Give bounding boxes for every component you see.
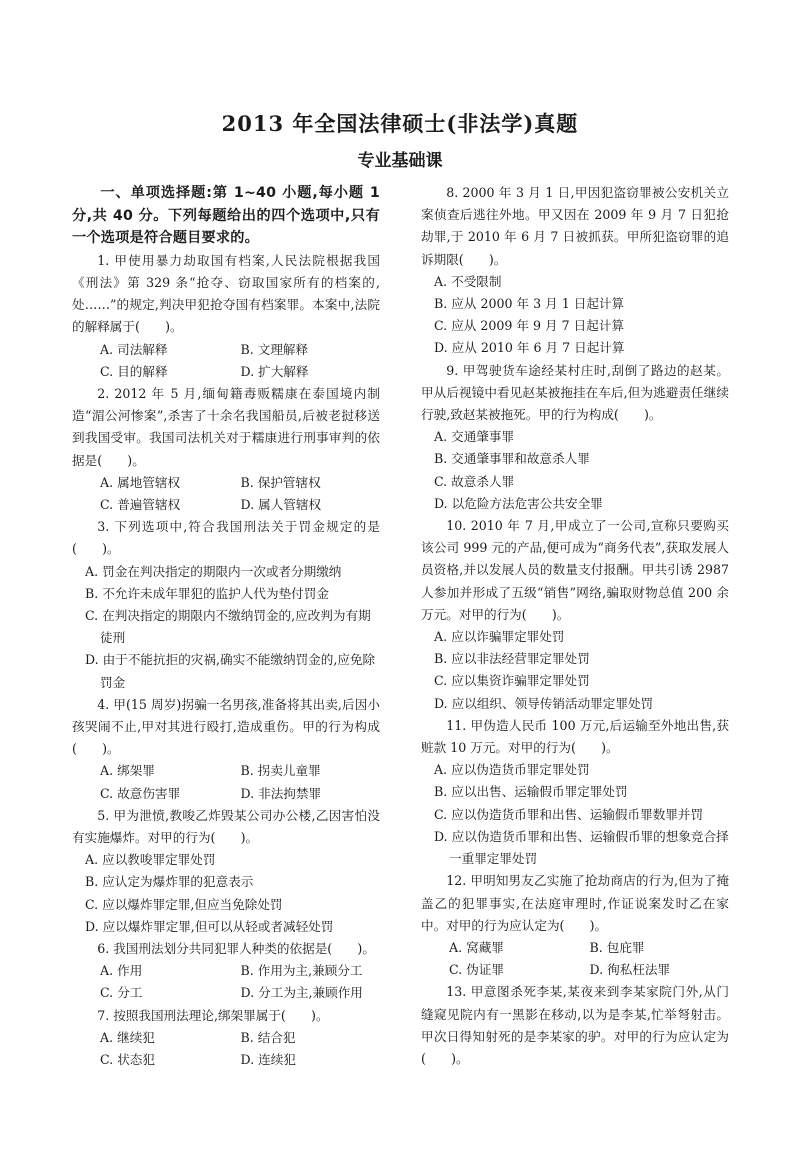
options-row: [72, 1027, 380, 1049]
option-b: B. 包庇罪: [589, 939, 645, 955]
right-column: [421, 182, 729, 1070]
question-11: 11. 甲伪造人民币 100 万元,后运输至外地出售,获赃款 10 万元。对甲的行为( )。: [421, 717, 729, 756]
option-d: D. 扩大解释: [240, 363, 309, 379]
section-heading: 一、单项选择题:第 1~40 小题,每小题 1 分,共 40 分。下列每题给出的四个选项中,只有一个选项是符合题目要求的。: [72, 185, 380, 247]
option-b: B. 应以出售、运输假币罪定罪处罚: [434, 784, 628, 800]
question-7: 7. 按照我国刑法理论,绑架罪属于( )。: [97, 1007, 329, 1023]
option-b: B. 应从 2000 年 3 月 1 日起计算: [434, 296, 625, 312]
options-row: [72, 1049, 380, 1071]
option-b: B. 应认定为爆炸罪的犯意表示: [85, 874, 254, 890]
option-d: D. 由于不能抗拒的灾祸,确实不能缴纳罚金的,应免除罚金: [85, 652, 376, 690]
option-c: C. 应以集资诈骗罪定罪处罚: [434, 673, 590, 689]
options-row: [72, 494, 380, 516]
option-a: A. 交通肇事罪: [434, 429, 515, 445]
options-row: [72, 783, 380, 805]
option-b: B. 结合犯: [240, 1029, 296, 1045]
question-8: 8. 2000 年 3 月 1 日,甲因犯盗窃罪被公安机关立案侦查后逃往外地。甲又因在 2009 年 9 月 7 日犯抢劫罪,于 2010 年 6 月 7 日被抓获。甲所犯盗窃罪的追诉期限( )。: [421, 185, 729, 267]
option-a: A. 应以诈骗罪定罪处罚: [434, 629, 565, 645]
option-b: B. 作用为主,兼顾分工: [240, 963, 363, 979]
option-d: D. 应以组织、领导传销活动罪定罪处罚: [434, 695, 654, 711]
option-d: D. 非法拘禁罪: [240, 785, 322, 801]
question-1: 1. 甲使用暴力劫取国有档案,人民法院根据我国《刑法》第 329 条“抢夺、窃取国家所有的档案的,处……”的规定,判决甲犯抢夺国有档案罪。本案中,法院的解释属于( )。: [72, 252, 380, 335]
option-a: A. 罚金在判决指定的期限内一次或者分期缴纳: [85, 563, 342, 579]
options-row: [72, 960, 380, 982]
option-a: A. 窝藏罪: [449, 939, 504, 955]
option-c: C. 故意伤害罪: [100, 785, 181, 801]
question-4: 4. 甲(15 周岁)拐骗一名男孩,准备将其出卖,后因小孩哭闹不止,甲对其进行殴打,造成重伤。甲的行为构成( )。: [72, 696, 380, 757]
options-row: [72, 472, 380, 494]
option-d: D. 应以伪造货币罪和出售、运输假币罪的想象竞合择一重罪定罪处罚: [434, 828, 729, 867]
option-d: D. 属人管辖权: [240, 497, 322, 513]
options-row: [421, 937, 729, 959]
option-c: C. 应以爆炸罪定罪,但应当免除处罚: [85, 896, 283, 912]
options-row: [72, 361, 380, 383]
option-a: A. 应以教唆罪定罪处罚: [85, 852, 216, 868]
option-c: C. 故意杀人罪: [434, 473, 515, 489]
options-row: [72, 760, 380, 782]
option-b: B. 保护管辖权: [240, 474, 321, 490]
page-title: 2013 年全国法律硕士(非法学)真题: [221, 111, 579, 136]
options-row: [421, 959, 729, 981]
option-c: C. 目的解释: [100, 363, 168, 379]
option-c: C. 应从 2009 年 9 月 7 日起计算: [434, 318, 625, 334]
option-c: C. 普遍管辖权: [100, 497, 181, 513]
options-row: [72, 339, 380, 361]
left-column: [72, 182, 380, 1071]
option-c: C. 伪证罪: [449, 962, 504, 978]
option-c: C. 状态犯: [100, 1052, 155, 1068]
option-c: C. 分工: [100, 985, 143, 1001]
option-a: A. 绑架罪: [100, 763, 155, 779]
option-a: A. 作用: [100, 963, 143, 979]
question-12: 12. 甲明知男友乙实施了抢劫商店的行为,但为了掩盖乙的犯罪事实,在法庭审理时,作证说案发时乙在家中。对甲的行为应认定为( )。: [421, 873, 729, 933]
question-10: 10. 2010 年 7 月,甲成立了一公司,宣称只要购买该公司 999 元的产品,便可成为“商务代表”,获取发展人员资格,并以发展人员的数量支付报酬。甲共引诱 2987 人参加并形成了五级“销售”网络,骗取财物总值 200 余万元。对甲的行为( )。: [421, 518, 729, 622]
question-6: 6. 我国刑法划分共同犯罪人种类的依据是( )。: [97, 941, 375, 957]
option-d: D. 应从 2010 年 6 月 7 日起计算: [434, 340, 625, 356]
option-c: C. 在判决指定的期限内不缴纳罚金的,应改判为有期徒刑: [85, 608, 371, 646]
option-a: A. 司法解释: [100, 341, 168, 357]
question-13: 13. 甲意图杀死李某,某夜来到李某家院门外,从门缝窥见院内有一黑影在移动,以为是李某,忙举弩射击。甲次日得知射死的是李某家的驴。对甲的行为应认定为( )。: [421, 984, 729, 1066]
option-b: B. 应以非法经营罪定罪处罚: [434, 651, 590, 667]
option-a: A. 应以伪造货币罪定罪处罚: [434, 762, 590, 778]
option-d: D. 以危险方法危害公共安全罪: [434, 495, 603, 511]
question-9: 9. 甲驾驶货车途经某村庄时,刮倒了路边的赵某。甲从后视镜中看见赵某被拖挂在车后,但为逃避责任继续行驶,致赵某被拖死。甲的行为构成( )。: [421, 362, 729, 423]
option-a: A. 属地管辖权: [100, 474, 181, 490]
question-2: 2. 2012 年 5 月,缅甸籍毒贩糯康在泰国境内制造“湄公河惨案”,杀害了十余名我国船员,后被老挝移送到我国受审。我国司法机关对于糯康进行刑事审判的依据是( )。: [72, 386, 380, 468]
option-d: D. 连续犯: [240, 1052, 296, 1068]
option-b: B. 不允许未成年罪犯的监护人代为垫付罚金: [85, 585, 329, 601]
option-b: B. 拐卖儿童罪: [240, 763, 321, 779]
option-d: D. 徇私枉法罪: [589, 962, 671, 978]
options-row: [72, 982, 380, 1004]
page-subtitle: 专业基础课: [357, 151, 443, 171]
option-b: B. 文理解释: [240, 341, 309, 357]
question-3: 3. 下列选项中,符合我国刑法关于罚金规定的是( )。: [72, 519, 380, 557]
option-d: D. 分工为主,兼顾作用: [240, 985, 363, 1001]
option-b: B. 交通肇事罪和故意杀人罪: [434, 451, 590, 467]
option-a: A. 不受限制: [434, 273, 502, 289]
question-5: 5. 甲为泄愤,教唆乙炸毁某公司办公楼,乙因害怕没有实施爆炸。对甲的行为( )。: [72, 807, 380, 846]
option-d: D. 应以爆炸罪定罪,但可以从轻或者减轻处罚: [85, 918, 334, 934]
option-a: A. 继续犯: [100, 1029, 155, 1045]
option-c: C. 应以伪造货币罪和出售、运输假币罪数罪并罚: [434, 806, 704, 822]
